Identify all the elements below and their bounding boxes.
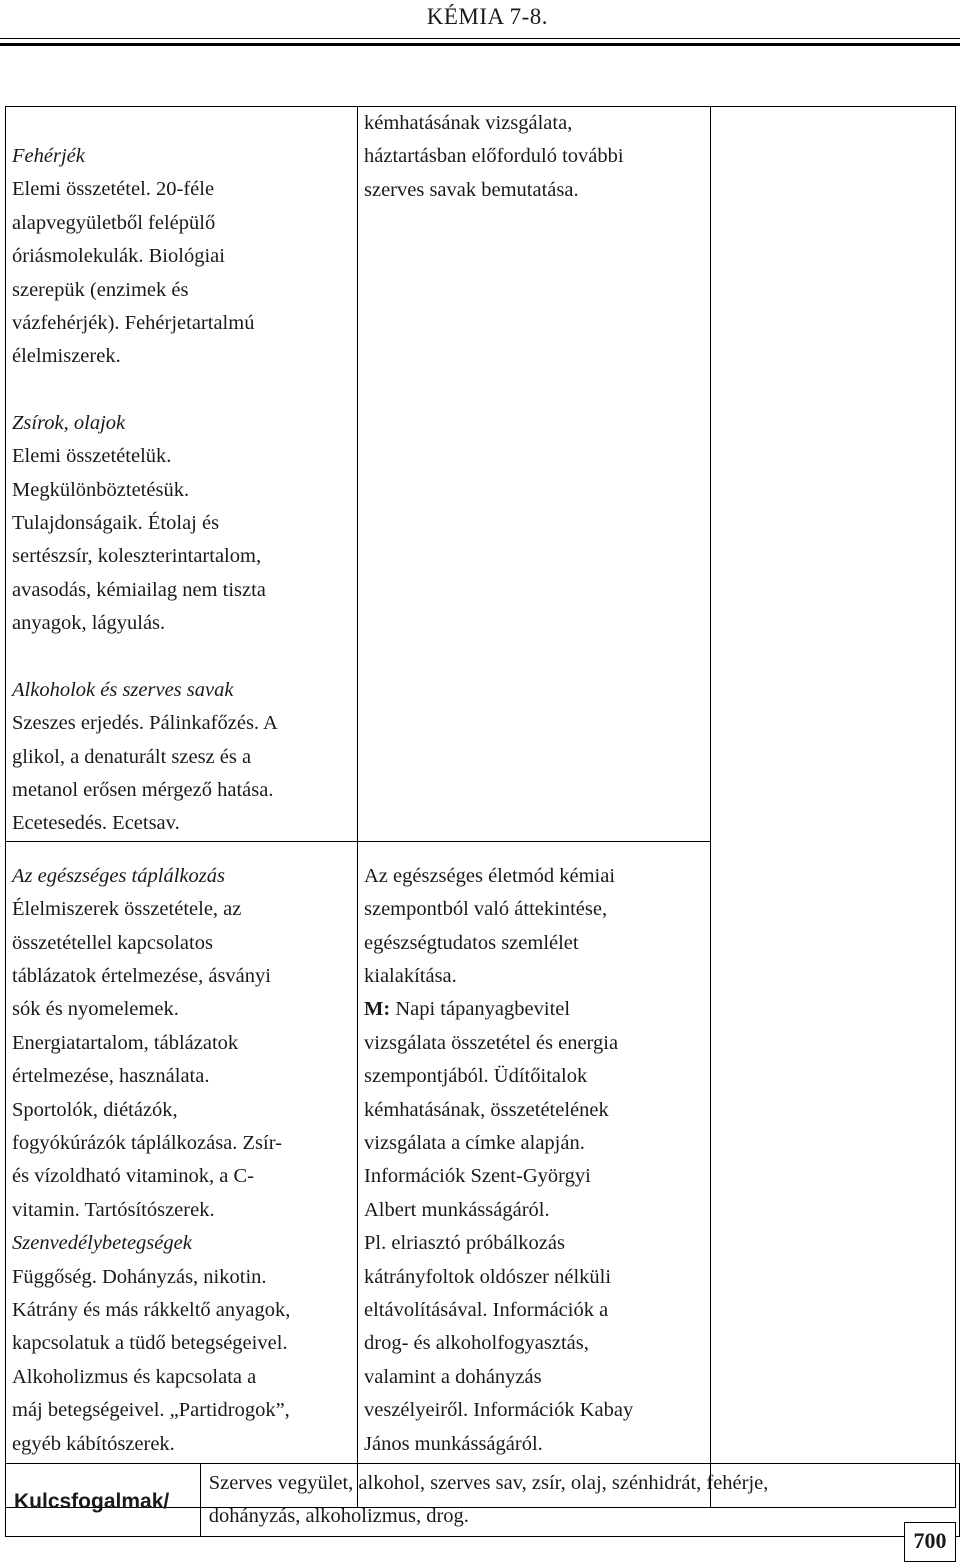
header-rule-thin	[0, 38, 960, 39]
text-line: egyéb kábítószerek.	[12, 1432, 175, 1455]
text-line	[364, 927, 704, 960]
text-line: Függőség. Dohányzás, nikotin.	[12, 1265, 267, 1288]
text-line: fogyókúrázók táplálkozása. Zsír-	[12, 1131, 282, 1154]
content-text	[6, 842, 357, 1461]
line-text: Az egészséges életmód kémiai	[364, 864, 616, 887]
line-text: valamint a dohányzás	[364, 1365, 542, 1388]
line-text: egészségtudatos szemlélet	[364, 931, 579, 954]
line-text: kialakítása.	[364, 964, 457, 987]
curriculum-table	[5, 106, 956, 1508]
text-line: háztartásban előforduló további	[364, 145, 624, 168]
text-line	[364, 1060, 704, 1093]
text-line: táblázatok értelmezése, ásványi	[12, 964, 271, 987]
line-text: János munkásságáról.	[364, 1432, 543, 1455]
text-line	[364, 1227, 704, 1260]
keywords-line: Szerves vegyület, alkohol, szerves sav, zsír, olaj, szénhidrát, fehérje,	[208, 1472, 769, 1494]
activity-cell	[358, 841, 711, 1507]
text-line: kémhatásának vizsgálata,	[364, 112, 573, 134]
text-line	[364, 1394, 704, 1427]
text-line: és vízoldható vitaminok, a C-	[12, 1165, 254, 1188]
text-line: Élelmiszerek összetétele, az	[12, 898, 242, 921]
text-line	[364, 1294, 704, 1327]
text-line: óriásmolekulák. Biológiai	[12, 245, 225, 268]
text-line: sók és nyomelemek.	[12, 998, 179, 1021]
text-line: Megkülönböztetésük.	[12, 478, 190, 501]
text-line	[364, 960, 704, 993]
text-line: Energiatartalom, táblázatok	[12, 1031, 239, 1054]
text-line	[364, 1127, 704, 1160]
text-line: kapcsolatuk a tüdő betegségeivel.	[12, 1332, 288, 1355]
section-heading: Az egészséges táplálkozás	[12, 864, 225, 887]
content-cell	[6, 841, 358, 1507]
text-line	[364, 1428, 704, 1461]
notes-cell	[711, 107, 956, 1508]
text-line: anyagok, lágyulás.	[12, 612, 166, 635]
keywords-line: dohányzás, alkoholizmus, drog.	[208, 1505, 469, 1527]
text-line: máj betegségeivel. „Partidrogok”,	[12, 1399, 290, 1422]
section-heading: Fehérjék	[12, 145, 85, 167]
text-line: szerepük (enzimek és	[12, 278, 189, 301]
section-heading: Alkoholok és szerves savak	[12, 678, 234, 701]
keywords-table	[5, 1463, 960, 1537]
spacer	[12, 374, 351, 407]
line-text: kémhatásának, összetételének	[364, 1098, 609, 1121]
text-line: Szeszes erjedés. Pálinkafőzés. A	[12, 712, 278, 735]
section-heading: Szenvedélybetegségek	[12, 1232, 192, 1255]
content-text	[6, 107, 357, 841]
line-text: vizsgálata összetétel és energia	[364, 1031, 619, 1054]
text-line: Sportolók, diétázók,	[12, 1098, 178, 1121]
line-text: szempontból való áttekintése,	[364, 898, 608, 921]
line-text: Albert munkásságáról.	[364, 1198, 550, 1221]
section-heading: Zsírok, olajok	[12, 411, 126, 434]
text-line	[364, 1261, 704, 1294]
content-cell	[6, 107, 358, 842]
text-line	[364, 860, 704, 893]
text-line: alapvegyületből felépülő	[12, 211, 216, 234]
activity-cell	[358, 107, 711, 842]
line-text: Információk Szent-Györgyi	[364, 1165, 591, 1188]
line-text: Pl. elriasztó próbálkozás	[364, 1232, 565, 1255]
text-line: Elemi összetételük.	[12, 445, 172, 468]
text-line: avasodás, kémiailag nem tiszta	[12, 578, 266, 601]
line-text: drog- és alkoholfogyasztás,	[364, 1332, 589, 1355]
header-title: KÉMIA 7-8.	[426, 4, 548, 29]
table-row	[6, 107, 956, 842]
text-line	[364, 1327, 704, 1360]
text-line: Elemi összetétel. 20-féle	[12, 178, 215, 201]
line-text: Napi tápanyagbevitel	[390, 998, 571, 1021]
text-line: vázfehérjék). Fehérjetartalmú	[12, 312, 255, 335]
text-line: élelmiszerek.	[12, 345, 121, 368]
page-number: 700	[904, 1522, 956, 1562]
text-line: sertészsír, koleszterintartalom,	[12, 545, 262, 568]
line-text: veszélyeiről. Információk Kabay	[364, 1399, 634, 1422]
text-line	[364, 893, 704, 926]
text-line	[364, 1160, 704, 1193]
text-line: Alkoholizmus és kapcsolata a	[12, 1365, 257, 1388]
text-line: összetétellel kapcsolatos	[12, 931, 213, 954]
line-text: szempontjából. Üdítőitalok	[364, 1065, 588, 1088]
line-text: kátrányfoltok oldószer nélküli	[364, 1265, 612, 1288]
text-line: vitamin. Tartósítószerek.	[12, 1198, 215, 1221]
text-line: értelmezése, használata.	[12, 1065, 210, 1088]
text-line	[364, 1194, 704, 1227]
keywords-text	[200, 1464, 959, 1537]
spacer	[12, 641, 351, 674]
text-line: glikol, a denaturált szesz és a	[12, 745, 252, 768]
text-line: szerves savak bemutatása.	[364, 178, 579, 201]
text-line	[364, 1094, 704, 1127]
text-line: Tulajdonságaik. Étolaj és	[12, 512, 220, 535]
table-row	[6, 1464, 960, 1537]
keywords-label: Kulcsfogalmak/	[6, 1464, 201, 1537]
line-text: vizsgálata a címke alapján.	[364, 1131, 585, 1154]
text-line	[364, 1361, 704, 1394]
line-text: eltávolításával. Információk a	[364, 1299, 609, 1321]
activity-text	[358, 107, 710, 207]
text-line: Ecetesedés. Ecetsav.	[12, 812, 180, 835]
text-line: metanol erősen mérgező hatása.	[12, 778, 274, 801]
activity-text	[358, 842, 710, 1461]
text-line	[364, 1027, 704, 1060]
method-marker: M:	[364, 998, 391, 1021]
header-rule-thick	[0, 43, 960, 46]
text-line: Kátrány és más rákkeltő anyagok,	[12, 1299, 291, 1321]
text-line	[364, 993, 704, 1026]
